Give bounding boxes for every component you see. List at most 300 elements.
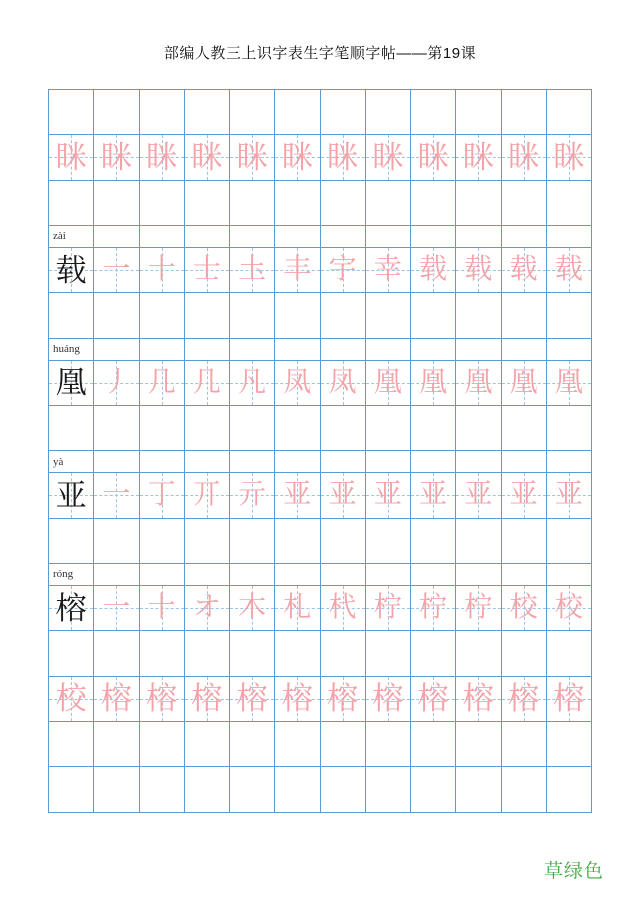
pinyin-row bbox=[49, 226, 592, 248]
grid-cell[interactable] bbox=[49, 722, 94, 767]
grid-cell[interactable] bbox=[230, 677, 275, 722]
grid-cell[interactable] bbox=[94, 90, 139, 135]
grid-cell[interactable] bbox=[140, 293, 185, 338]
grid-cell[interactable] bbox=[230, 248, 275, 293]
grid-cell[interactable] bbox=[94, 722, 139, 767]
grid-cell[interactable] bbox=[502, 586, 547, 631]
trace-character: 眯 bbox=[236, 139, 268, 175]
grid-cell[interactable] bbox=[94, 135, 139, 180]
character-grid-row bbox=[49, 135, 592, 180]
grid-cell[interactable] bbox=[49, 677, 94, 722]
grid-cell[interactable] bbox=[321, 90, 366, 135]
trace-character: 亚 bbox=[509, 479, 538, 511]
grid-cell[interactable] bbox=[275, 722, 320, 767]
grid-cell[interactable] bbox=[321, 473, 366, 518]
trace-character: 杙 bbox=[328, 592, 357, 624]
pinyin-cell-empty bbox=[140, 451, 185, 473]
trace-character: 眯 bbox=[508, 139, 540, 175]
grid-cell[interactable] bbox=[502, 767, 547, 812]
grid-cell[interactable] bbox=[366, 181, 411, 226]
grid-cell[interactable] bbox=[456, 406, 501, 451]
grid-cell[interactable] bbox=[366, 90, 411, 135]
trace-character: 丌 bbox=[192, 479, 221, 511]
grid-cell[interactable] bbox=[140, 519, 185, 564]
pinyin-cell-empty bbox=[94, 226, 139, 248]
grid-cell[interactable] bbox=[230, 90, 275, 135]
grid-cell[interactable] bbox=[275, 767, 320, 812]
grid-cell[interactable] bbox=[49, 248, 94, 293]
grid-cell[interactable] bbox=[547, 406, 592, 451]
trace-character: 凰 bbox=[464, 366, 493, 398]
trace-character: 亚 bbox=[283, 479, 312, 511]
trace-character: 榕 bbox=[236, 681, 268, 717]
grid-cell[interactable] bbox=[185, 722, 230, 767]
trace-character: 圡 bbox=[238, 254, 267, 286]
grid-cell[interactable] bbox=[230, 722, 275, 767]
grid-cell[interactable] bbox=[366, 135, 411, 180]
trace-character: 眯 bbox=[281, 139, 313, 175]
grid-cell[interactable] bbox=[140, 135, 185, 180]
blank-grid-row bbox=[49, 519, 592, 564]
grid-cell[interactable] bbox=[275, 90, 320, 135]
blank-grid-row bbox=[49, 406, 592, 451]
grid-cell[interactable] bbox=[185, 361, 230, 406]
trace-character: 宇 bbox=[328, 254, 357, 286]
grid-cell[interactable] bbox=[185, 248, 230, 293]
grid-cell[interactable] bbox=[502, 293, 547, 338]
grid-cell[interactable] bbox=[547, 677, 592, 722]
pinyin-cell-empty bbox=[185, 339, 230, 361]
grid-cell[interactable] bbox=[456, 722, 501, 767]
pinyin-cell-empty bbox=[456, 564, 501, 586]
trace-character: 载 bbox=[509, 254, 538, 286]
pinyin-label: huáng bbox=[49, 339, 94, 361]
grid-cell[interactable] bbox=[547, 90, 592, 135]
grid-cell[interactable] bbox=[49, 90, 94, 135]
grid-cell[interactable] bbox=[140, 361, 185, 406]
grid-cell[interactable] bbox=[411, 90, 456, 135]
grid-cell[interactable] bbox=[547, 248, 592, 293]
grid-cell[interactable] bbox=[502, 406, 547, 451]
grid-cell[interactable] bbox=[275, 631, 320, 676]
blank-grid-row bbox=[49, 181, 592, 226]
grid-cell[interactable] bbox=[502, 519, 547, 564]
trace-character: オ bbox=[192, 592, 221, 624]
grid-cell[interactable] bbox=[185, 586, 230, 631]
grid-cell[interactable] bbox=[94, 406, 139, 451]
blank-grid-row bbox=[49, 722, 592, 767]
trace-character: 校 bbox=[509, 592, 538, 624]
pinyin-cell-empty bbox=[185, 564, 230, 586]
trace-character: 柠 bbox=[464, 592, 493, 624]
grid-cell[interactable] bbox=[321, 406, 366, 451]
grid-cell[interactable] bbox=[411, 406, 456, 451]
trace-character: 十 bbox=[147, 254, 176, 286]
grid-cell[interactable] bbox=[140, 767, 185, 812]
grid-cell[interactable] bbox=[456, 519, 501, 564]
grid-cell[interactable] bbox=[411, 135, 456, 180]
grid-cell[interactable] bbox=[456, 767, 501, 812]
grid-cell[interactable] bbox=[230, 586, 275, 631]
pinyin-cell-empty bbox=[547, 451, 592, 473]
trace-character: 榕 bbox=[508, 681, 540, 717]
grid-cell[interactable] bbox=[140, 631, 185, 676]
pinyin-cell-empty bbox=[140, 339, 185, 361]
grid-cell[interactable] bbox=[366, 586, 411, 631]
grid-cell[interactable] bbox=[140, 677, 185, 722]
trace-character: 亚 bbox=[328, 479, 357, 511]
grid-cell[interactable] bbox=[456, 135, 501, 180]
grid-cell[interactable] bbox=[94, 473, 139, 518]
trace-character: 榕 bbox=[553, 681, 585, 717]
grid-cell[interactable] bbox=[456, 181, 501, 226]
trace-character: 载 bbox=[419, 254, 448, 286]
grid-cell[interactable] bbox=[49, 586, 94, 631]
grid-cell[interactable] bbox=[502, 722, 547, 767]
trace-character: 一 bbox=[102, 479, 131, 511]
grid-cell[interactable] bbox=[185, 631, 230, 676]
trace-character: 凤 bbox=[283, 366, 312, 398]
grid-cell[interactable] bbox=[94, 767, 139, 812]
grid-cell[interactable] bbox=[230, 473, 275, 518]
grid-cell[interactable] bbox=[185, 135, 230, 180]
watermark-label: 草绿色 bbox=[543, 861, 604, 882]
grid-cell[interactable] bbox=[366, 473, 411, 518]
grid-cell[interactable] bbox=[456, 586, 501, 631]
grid-cell[interactable] bbox=[366, 631, 411, 676]
trace-character: 凡 bbox=[238, 366, 267, 398]
grid-cell[interactable] bbox=[547, 519, 592, 564]
grid-cell[interactable] bbox=[366, 293, 411, 338]
grid-cell[interactable] bbox=[547, 361, 592, 406]
trace-character: 丰 bbox=[283, 254, 312, 286]
grid-cell[interactable] bbox=[140, 181, 185, 226]
trace-character: 榕 bbox=[281, 681, 313, 717]
pinyin-label: yà bbox=[49, 451, 94, 473]
pinyin-cell-empty bbox=[230, 339, 275, 361]
grid-cell[interactable] bbox=[94, 677, 139, 722]
trace-character: 凤 bbox=[328, 366, 357, 398]
pinyin-cell-empty bbox=[366, 451, 411, 473]
grid-cell[interactable] bbox=[230, 361, 275, 406]
grid-cell[interactable] bbox=[275, 181, 320, 226]
pinyin-cell-empty bbox=[321, 451, 366, 473]
trace-character: 凰 bbox=[373, 366, 402, 398]
grid-cell[interactable] bbox=[366, 406, 411, 451]
trace-character: 榕 bbox=[462, 681, 494, 717]
grid-cell[interactable] bbox=[411, 631, 456, 676]
trace-character: 幸 bbox=[373, 254, 402, 286]
grid-cell[interactable] bbox=[49, 293, 94, 338]
grid-cell[interactable] bbox=[230, 293, 275, 338]
grid-cell[interactable] bbox=[411, 181, 456, 226]
grid-cell[interactable] bbox=[275, 248, 320, 293]
character-grid-row bbox=[49, 473, 592, 518]
grid-cell[interactable] bbox=[502, 248, 547, 293]
model-character: 亚 bbox=[55, 477, 87, 513]
page-title: 部编人教三上识字表生字笔顺字帖——第19课 bbox=[163, 45, 477, 62]
pinyin-cell-empty bbox=[275, 226, 320, 248]
grid-cell[interactable] bbox=[411, 293, 456, 338]
grid-cell[interactable] bbox=[140, 90, 185, 135]
grid-cell[interactable] bbox=[502, 473, 547, 518]
grid-cell[interactable] bbox=[456, 361, 501, 406]
trace-character: 校 bbox=[55, 681, 87, 717]
grid-cell[interactable] bbox=[275, 293, 320, 338]
character-grid-row bbox=[49, 677, 592, 722]
pinyin-cell-empty bbox=[456, 226, 501, 248]
trace-character: 眯 bbox=[100, 139, 132, 175]
trace-character: 丿 bbox=[102, 366, 131, 398]
grid-cell[interactable] bbox=[321, 181, 366, 226]
grid-cell[interactable] bbox=[230, 767, 275, 812]
pinyin-cell-empty bbox=[275, 339, 320, 361]
grid-cell[interactable] bbox=[547, 586, 592, 631]
trace-character: 亓 bbox=[238, 479, 267, 511]
grid-cell[interactable] bbox=[321, 248, 366, 293]
grid-cell[interactable] bbox=[275, 135, 320, 180]
grid-cell[interactable] bbox=[275, 473, 320, 518]
pinyin-cell-empty bbox=[140, 564, 185, 586]
grid-cell[interactable] bbox=[140, 586, 185, 631]
grid-cell[interactable] bbox=[185, 293, 230, 338]
grid-cell[interactable] bbox=[49, 473, 94, 518]
grid-cell[interactable] bbox=[456, 473, 501, 518]
grid-cell[interactable] bbox=[321, 135, 366, 180]
grid-cell[interactable] bbox=[185, 767, 230, 812]
grid-cell[interactable] bbox=[547, 722, 592, 767]
pinyin-cell-empty bbox=[185, 451, 230, 473]
grid-cell[interactable] bbox=[502, 90, 547, 135]
pinyin-cell-empty bbox=[411, 226, 456, 248]
grid-cell[interactable] bbox=[366, 361, 411, 406]
pinyin-cell-empty bbox=[502, 339, 547, 361]
pinyin-cell-empty bbox=[321, 339, 366, 361]
grid-cell[interactable] bbox=[502, 631, 547, 676]
trace-character: 榕 bbox=[372, 681, 404, 717]
pinyin-cell-empty bbox=[456, 339, 501, 361]
blank-grid-row bbox=[49, 293, 592, 338]
pinyin-cell-empty bbox=[94, 451, 139, 473]
grid-cell[interactable] bbox=[366, 677, 411, 722]
pinyin-cell-empty bbox=[185, 226, 230, 248]
trace-character: 校 bbox=[554, 592, 583, 624]
trace-character: 亚 bbox=[464, 479, 493, 511]
pinyin-cell-empty bbox=[502, 451, 547, 473]
grid-cell[interactable] bbox=[411, 361, 456, 406]
trace-character: 凰 bbox=[509, 366, 538, 398]
grid-cell[interactable] bbox=[185, 181, 230, 226]
grid-cell[interactable] bbox=[366, 519, 411, 564]
trace-character: 榕 bbox=[146, 681, 178, 717]
grid-cell[interactable] bbox=[547, 181, 592, 226]
character-grid-row bbox=[49, 586, 592, 631]
grid-cell[interactable] bbox=[366, 248, 411, 293]
grid-cell[interactable] bbox=[411, 586, 456, 631]
trace-character: 榕 bbox=[417, 681, 449, 717]
grid-cell[interactable] bbox=[321, 586, 366, 631]
pinyin-label: zài bbox=[49, 226, 94, 248]
trace-character: 载 bbox=[464, 254, 493, 286]
trace-character: 几 bbox=[147, 366, 176, 398]
grid-cell[interactable] bbox=[321, 361, 366, 406]
grid-cell[interactable] bbox=[547, 767, 592, 812]
grid-cell[interactable] bbox=[275, 361, 320, 406]
grid-cell[interactable] bbox=[275, 677, 320, 722]
grid-cell[interactable] bbox=[411, 722, 456, 767]
grid-cell[interactable] bbox=[411, 519, 456, 564]
grid-cell[interactable] bbox=[366, 722, 411, 767]
grid-cell[interactable] bbox=[230, 406, 275, 451]
grid-cell[interactable] bbox=[185, 519, 230, 564]
blank-grid-row bbox=[49, 90, 592, 135]
grid-cell[interactable] bbox=[275, 586, 320, 631]
grid-cell[interactable] bbox=[411, 677, 456, 722]
pinyin-cell-empty bbox=[230, 226, 275, 248]
grid-cell[interactable] bbox=[49, 135, 94, 180]
model-character: 凰 bbox=[55, 365, 87, 401]
character-grid-row bbox=[49, 248, 592, 293]
grid-cell[interactable] bbox=[140, 473, 185, 518]
grid-cell[interactable] bbox=[49, 767, 94, 812]
grid-cell[interactable] bbox=[185, 473, 230, 518]
grid-cell[interactable] bbox=[502, 677, 547, 722]
grid-cell[interactable] bbox=[456, 293, 501, 338]
trace-character: 眯 bbox=[553, 139, 585, 175]
pinyin-cell-empty bbox=[547, 226, 592, 248]
practice-sheet bbox=[48, 89, 592, 813]
pinyin-label: róng bbox=[49, 564, 94, 586]
grid-cell[interactable] bbox=[230, 181, 275, 226]
pinyin-cell-empty bbox=[275, 564, 320, 586]
pinyin-cell-empty bbox=[140, 226, 185, 248]
blank-grid-row bbox=[49, 767, 592, 812]
pinyin-cell-empty bbox=[547, 564, 592, 586]
grid-cell[interactable] bbox=[94, 181, 139, 226]
trace-character: 眯 bbox=[191, 139, 223, 175]
trace-character: 亚 bbox=[373, 479, 402, 511]
pinyin-cell-empty bbox=[230, 564, 275, 586]
grid-cell[interactable] bbox=[547, 293, 592, 338]
grid-cell[interactable] bbox=[366, 767, 411, 812]
trace-character: 一 bbox=[102, 592, 131, 624]
trace-character: 眯 bbox=[327, 139, 359, 175]
grid-cell[interactable] bbox=[49, 406, 94, 451]
grid-cell[interactable] bbox=[94, 361, 139, 406]
grid-cell[interactable] bbox=[321, 722, 366, 767]
grid-cell[interactable] bbox=[140, 406, 185, 451]
grid-cell[interactable] bbox=[411, 473, 456, 518]
grid-cell[interactable] bbox=[185, 90, 230, 135]
pinyin-cell-empty bbox=[502, 226, 547, 248]
grid-cell[interactable] bbox=[547, 473, 592, 518]
grid-cell[interactable] bbox=[456, 248, 501, 293]
blank-grid-row bbox=[49, 631, 592, 676]
grid-cell[interactable] bbox=[321, 293, 366, 338]
grid-cell[interactable] bbox=[185, 677, 230, 722]
grid-cell[interactable] bbox=[275, 519, 320, 564]
grid-cell[interactable] bbox=[411, 767, 456, 812]
grid-cell[interactable] bbox=[502, 361, 547, 406]
trace-character: 眯 bbox=[417, 139, 449, 175]
grid-cell[interactable] bbox=[49, 631, 94, 676]
grid-cell[interactable] bbox=[547, 135, 592, 180]
grid-cell[interactable] bbox=[502, 135, 547, 180]
grid-cell[interactable] bbox=[456, 90, 501, 135]
grid-cell[interactable] bbox=[49, 361, 94, 406]
trace-character: 一 bbox=[102, 254, 131, 286]
grid-cell[interactable] bbox=[94, 586, 139, 631]
trace-character: 凰 bbox=[419, 366, 448, 398]
trace-character: 凰 bbox=[554, 366, 583, 398]
grid-cell[interactable] bbox=[456, 631, 501, 676]
trace-character: 榕 bbox=[327, 681, 359, 717]
pinyin-cell-empty bbox=[411, 451, 456, 473]
grid-cell[interactable] bbox=[230, 519, 275, 564]
pinyin-cell-empty bbox=[321, 226, 366, 248]
trace-character: 几 bbox=[192, 366, 221, 398]
pinyin-cell-empty bbox=[321, 564, 366, 586]
character-grid-row bbox=[49, 361, 592, 406]
grid-cell[interactable] bbox=[321, 519, 366, 564]
grid-cell[interactable] bbox=[94, 631, 139, 676]
pinyin-cell-empty bbox=[94, 564, 139, 586]
trace-character: 榕 bbox=[100, 681, 132, 717]
trace-character: 丁 bbox=[147, 479, 176, 511]
pinyin-row bbox=[49, 564, 592, 586]
trace-character: 眯 bbox=[372, 139, 404, 175]
grid-cell[interactable] bbox=[321, 677, 366, 722]
model-character: 载 bbox=[55, 252, 87, 288]
pinyin-cell-empty bbox=[411, 564, 456, 586]
trace-character: 柠 bbox=[419, 592, 448, 624]
grid-cell[interactable] bbox=[321, 767, 366, 812]
grid-cell[interactable] bbox=[456, 677, 501, 722]
grid-cell[interactable] bbox=[547, 631, 592, 676]
trace-character: 眯 bbox=[55, 139, 87, 175]
grid-cell[interactable] bbox=[275, 406, 320, 451]
grid-cell[interactable] bbox=[49, 181, 94, 226]
grid-cell[interactable] bbox=[321, 631, 366, 676]
pinyin-cell-empty bbox=[230, 451, 275, 473]
pinyin-cell-empty bbox=[275, 451, 320, 473]
model-character: 榕 bbox=[55, 590, 87, 626]
grid-cell[interactable] bbox=[140, 248, 185, 293]
grid-cell[interactable] bbox=[230, 631, 275, 676]
grid-cell[interactable] bbox=[411, 248, 456, 293]
pinyin-cell-empty bbox=[366, 226, 411, 248]
pinyin-row bbox=[49, 339, 592, 361]
trace-character: 札 bbox=[283, 592, 312, 624]
pinyin-cell-empty bbox=[366, 339, 411, 361]
trace-character: 柠 bbox=[373, 592, 402, 624]
grid-cell[interactable] bbox=[502, 181, 547, 226]
grid-cell[interactable] bbox=[94, 293, 139, 338]
grid-cell[interactable] bbox=[94, 519, 139, 564]
pinyin-cell-empty bbox=[411, 339, 456, 361]
trace-character: 眯 bbox=[146, 139, 178, 175]
grid-cell[interactable] bbox=[94, 248, 139, 293]
pinyin-cell-empty bbox=[94, 339, 139, 361]
pinyin-cell-empty bbox=[456, 451, 501, 473]
grid-cell[interactable] bbox=[140, 722, 185, 767]
grid-cell[interactable] bbox=[49, 519, 94, 564]
trace-character: 载 bbox=[554, 254, 583, 286]
grid-cell[interactable] bbox=[185, 406, 230, 451]
trace-character: 眯 bbox=[462, 139, 494, 175]
trace-character: 木 bbox=[238, 592, 267, 624]
grid-cell[interactable] bbox=[230, 135, 275, 180]
